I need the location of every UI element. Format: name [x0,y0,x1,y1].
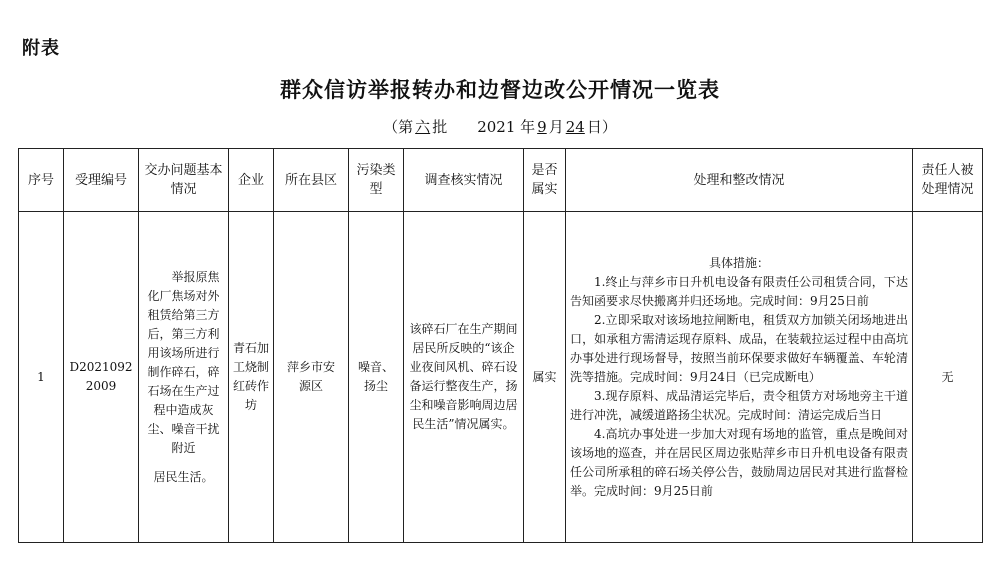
cell-county: 萍乡市安源区 [274,212,349,543]
measure-step-2: 2.立即采取对该场地拉闸断电，租赁双方加锁关闭场地进出口，如承租方需清运现存原料、成品，在装载拉运过程中由高坑办事处进行现场督导，按照当前环保要求做好车辆覆盖、车轮清洗等措施。完成时间：9月24日（已完成断电） [570,312,908,384]
complaint-table [18,148,983,543]
table-row [19,212,983,543]
cell-verified: 属实 [524,212,566,543]
header-seq: 序号 [19,149,64,212]
cell-pollution: 噪音、扬尘 [349,212,404,543]
measures-heading: 具体措施： [708,255,769,270]
header-complaint: 交办问题基本情况 [139,149,229,212]
cell-findings: 该碎石厂在生产期间居民所反映的“该企业夜间风机、碎石设备运行整夜生产，扬尘和噪音影响周边居民生活”情况属实。 [404,212,524,543]
header-pollution: 污染类型 [349,149,404,212]
cell-seq: 1 [19,212,64,543]
batch-year: 2021 年 [477,118,536,136]
header-id: 受理编号 [64,149,139,212]
batch-day-unit: 日） [586,118,617,136]
cell-accountability: 无 [913,212,983,543]
batch-date-line [0,116,1000,137]
attachment-label: 附表 [22,38,60,59]
batch-open: （第 [383,118,414,136]
cell-enterprise: 青石加工烧制红砖作坊 [229,212,274,543]
header-accountability: 责任人被处理情况 [913,149,983,212]
batch-day: 24 [565,118,585,136]
batch-label: 批 [432,118,448,136]
header-measures: 处理和整改情况 [566,149,913,212]
measure-step-3: 3.现存原料、成品清运完毕后，责令租赁方对场地旁主干道进行冲洗，减缓道路扬尘状况。完成时间：清运完成后当日 [570,388,908,422]
table-header-row [19,149,983,212]
page-title: 群众信访举报转办和边督边改公开情况一览表 [280,77,720,102]
measure-step-4: 4.高坑办事处进一步加大对现有场地的监管，重点是晚间对该场地的巡查，并在居民区周边张贴萍乡市日升机电设备有限责任公司所承租的碎石场关停公告，鼓励周边居民对其进行监督检举。完成时间：9月25日前 [570,426,908,498]
header-enterprise: 企业 [229,149,274,212]
header-findings: 调查核实情况 [404,149,524,212]
complaint-text: 举报原焦化厂焦场对外租赁给第三方后，第三方利用该场所进行制作碎石，碎石场在生产过程中造成灰尘、噪音干扰附近 [147,269,220,455]
batch-number: 六 [415,118,431,136]
header-verified: 是否属实 [524,149,566,212]
batch-month-unit: 月 [548,118,564,136]
batch-month: 9 [537,118,547,136]
cell-complaint [139,212,229,543]
cell-id: D20210922009 [64,212,139,543]
measure-step-1: 1.终止与萍乡市日升机电设备有限责任公司租赁合同，下达告知函要求尽快搬离并归还场地。完成时间：9月25日前 [570,274,908,308]
header-county: 所在县区 [274,149,349,212]
complaint-tail: 居民生活。 [153,469,214,484]
cell-measures [566,212,913,543]
